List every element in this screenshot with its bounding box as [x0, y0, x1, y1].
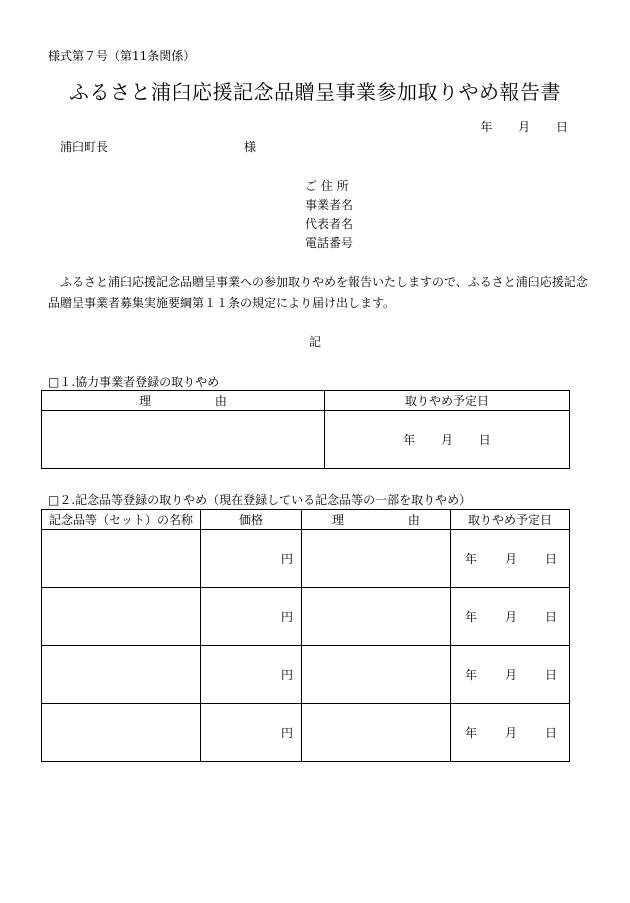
price-cell[interactable]: 円	[201, 646, 302, 704]
month-label: 月	[504, 726, 517, 740]
honorific: 様	[244, 140, 257, 154]
day-label: 日	[544, 668, 557, 682]
item-name-cell[interactable]	[42, 646, 201, 704]
price-cell[interactable]: 円	[201, 704, 302, 762]
section2-name-header: 記念品等（セット）の名称	[42, 510, 201, 530]
year-label: 年	[465, 610, 478, 624]
price-cell[interactable]: 円	[201, 588, 302, 646]
table-row	[42, 588, 570, 646]
price-cell[interactable]: 円	[201, 530, 302, 588]
section1-reason-cell[interactable]	[42, 411, 325, 469]
day-label: 日	[544, 552, 557, 566]
report-date[interactable]: 年 月 日	[480, 120, 568, 134]
month-label: 月	[504, 668, 517, 682]
body-text: ふるさと浦臼応援記念品贈呈事業への参加取りやめを報告いたしますので、ふるさと浦臼応援記念品贈呈事業者募集実施要綱第１１条の規定により届け出します。	[48, 275, 588, 310]
item-name-cell[interactable]	[42, 588, 201, 646]
applicant-business-name-label: 事業者名	[305, 198, 354, 212]
ki-heading: 記	[308, 335, 321, 349]
month-label: 月	[504, 610, 517, 624]
table-row	[42, 704, 570, 762]
year-label: 年	[465, 552, 478, 566]
reason-cell[interactable]	[302, 588, 451, 646]
section2-reason-header: 理 由	[302, 510, 451, 530]
date-cell[interactable]	[451, 588, 570, 646]
date-cell[interactable]	[451, 704, 570, 762]
day-label: 日	[544, 610, 557, 624]
applicant-representative-label: 代表者名	[305, 217, 354, 231]
addressee: 浦臼町長	[60, 140, 109, 154]
form-number: 様式第７号（第11条関係）	[48, 49, 196, 63]
table-row	[42, 530, 570, 588]
reason-cell[interactable]	[302, 530, 451, 588]
document-title: ふるさと浦臼応援記念品贈呈事業参加取りやめ報告書	[69, 80, 561, 104]
section1-table	[41, 390, 570, 469]
section2-date-header: 取りやめ予定日	[451, 510, 570, 530]
month-label: 月	[504, 552, 517, 566]
date-cell[interactable]	[451, 646, 570, 704]
date-cell[interactable]	[451, 530, 570, 588]
item-name-cell[interactable]	[42, 530, 201, 588]
section2-heading[interactable]: □２.記念品等登録の取りやめ（現在登録している記念品等の一部を取りやめ）	[48, 493, 472, 507]
section1-date-header: 取りやめ予定日	[325, 391, 570, 411]
reason-cell[interactable]	[302, 646, 451, 704]
applicant-phone-label: 電話番号	[305, 236, 354, 250]
item-name-cell[interactable]	[42, 704, 201, 762]
year-label: 年	[465, 668, 478, 682]
day-label: 日	[544, 726, 557, 740]
section2-price-header: 価格	[201, 510, 302, 530]
section1-heading[interactable]: □１.協力事業者登録の取りやめ	[48, 375, 220, 389]
section1-reason-header: 理 由	[42, 391, 325, 411]
applicant-address-label: ご 住 所	[305, 179, 349, 193]
section2-table	[41, 509, 570, 762]
section1-date-cell[interactable]: 年 月 日	[325, 411, 570, 469]
table-row	[42, 646, 570, 704]
year-label: 年	[465, 726, 478, 740]
reason-cell[interactable]	[302, 704, 451, 762]
